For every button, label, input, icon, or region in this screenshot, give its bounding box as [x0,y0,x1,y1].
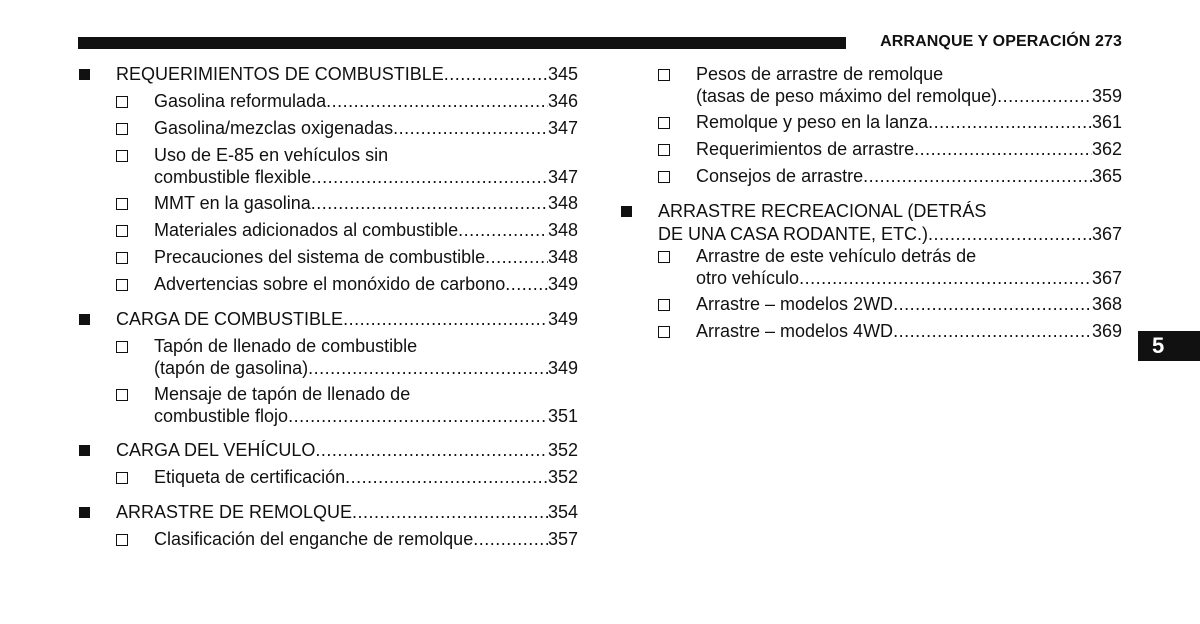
page-number: 348 [547,220,578,240]
page-number: 351 [547,406,578,426]
toc-entry[interactable]: REQUERIMIENTOS DE COMBUSTIBLE ..... 345 [78,63,578,86]
toc-section [78,501,578,551]
checkbox-bullet-icon [658,63,696,86]
chapter-tab: 5 [1138,331,1200,361]
checkbox-bullet-icon [116,383,154,406]
toc-subentry[interactable]: Mensaje de tapón de llenado de combustible flojo ..... 351 [78,383,578,427]
page-number: 347 [547,118,578,138]
page-number: 349 [547,309,578,329]
square-bullet-icon [78,501,116,524]
page-number: 348 [547,193,578,213]
toc-section [78,439,578,489]
checkbox-bullet-icon [658,138,696,161]
toc-subentry[interactable]: Clasificación del enganche de remolque ..... 357 [78,528,578,551]
square-bullet-icon [78,63,116,86]
page-number: 362 [1091,139,1122,159]
page-number: 348 [547,247,578,267]
checkbox-bullet-icon [116,90,154,113]
toc-column-left [78,63,578,563]
toc-subentry[interactable]: Materiales adicionados al combustible ..... 348 [78,219,578,242]
checkbox-bullet-icon [658,165,696,188]
square-bullet-icon [78,308,116,331]
page-number: 368 [1091,294,1122,314]
page-number: 369 [1091,321,1122,341]
square-bullet-icon [78,439,116,462]
toc-subentry[interactable]: Arrastre – modelos 2WD ..... 368 [620,293,1122,316]
checkbox-bullet-icon [116,117,154,140]
toc-subentry[interactable]: Arrastre – modelos 4WD ..... 369 [620,320,1122,343]
header-rule [78,37,846,49]
toc-entry[interactable]: ARRASTRE DE REMOLQUE ..... 354 [78,501,578,524]
toc-entry[interactable]: ARRASTRE RECREACIONAL (DETRÁS [620,200,1122,223]
page-number: 345 [547,64,578,84]
checkbox-bullet-icon [658,111,696,134]
checkbox-bullet-icon [116,335,154,358]
toc-subentry[interactable]: Arrastre de este vehículo detrás de otro vehículo ..... 367 [620,245,1122,289]
toc-subentry[interactable]: MMT en la gasolina ..... 348 [78,192,578,215]
toc-section [620,63,1122,188]
toc-section [620,200,1122,343]
toc-subentry[interactable]: Gasolina/mezclas oxigenadas ..... 347 [78,117,578,140]
checkbox-bullet-icon [116,466,154,489]
checkbox-bullet-icon [116,144,154,167]
page-number: 349 [547,274,578,294]
page-number: 346 [547,91,578,111]
page-number: 357 [547,529,578,549]
toc-subentry[interactable]: Remolque y peso en la lanza ..... 361 [620,111,1122,134]
page-number: 354 [547,502,578,522]
toc-subentry[interactable]: Uso de E-85 en vehículos sin combustible flexible ..... 347 [78,144,578,188]
checkbox-bullet-icon [116,192,154,215]
checkbox-bullet-icon [116,219,154,242]
running-header: ARRANQUE Y OPERACIÓN 273 [880,33,1122,50]
toc-subentry[interactable]: Precauciones del sistema de combustible ..... 348 [78,246,578,269]
toc-subentry[interactable]: Consejos de arrastre ..... 365 [620,165,1122,188]
toc-section [78,308,578,427]
toc-subentry[interactable]: Pesos de arrastre de remolque (tasas de peso máximo del remolque) ..... 359 [620,63,1122,107]
page-number: 352 [547,440,578,460]
checkbox-bullet-icon [658,293,696,316]
square-bullet-icon [620,200,658,223]
checkbox-bullet-icon [116,528,154,551]
page-number: 352 [547,467,578,487]
page-number: 367 [1091,224,1122,244]
page-number: 349 [547,358,578,378]
toc-subentry[interactable]: Requerimientos de arrastre ..... 362 [620,138,1122,161]
checkbox-bullet-icon [116,273,154,296]
toc-entry[interactable]: CARGA DE COMBUSTIBLE ..... 349 [78,308,578,331]
toc-subentry[interactable]: Gasolina reformulada ..... 346 [78,90,578,113]
checkbox-bullet-icon [116,246,154,269]
page-number: 365 [1091,166,1122,186]
toc-entry-continued[interactable]: DE UNA CASA RODANTE, ETC.) ..... 367 [620,223,1122,245]
page-number: 347 [547,167,578,187]
toc-section [78,63,578,296]
toc-subentry[interactable]: Advertencias sobre el monóxido de carbono ..... 349 [78,273,578,296]
page-number: 367 [1091,268,1122,288]
toc-entry[interactable]: CARGA DEL VEHÍCULO ..... 352 [78,439,578,462]
page-number: 361 [1091,112,1122,132]
checkbox-bullet-icon [658,320,696,343]
toc-subentry[interactable]: Tapón de llenado de combustible (tapón de gasolina) ..... 349 [78,335,578,379]
checkbox-bullet-icon [658,245,696,268]
toc-column-right [620,63,1122,355]
page-number: 359 [1091,86,1122,106]
toc-subentry[interactable]: Etiqueta de certificación ..... 352 [78,466,578,489]
